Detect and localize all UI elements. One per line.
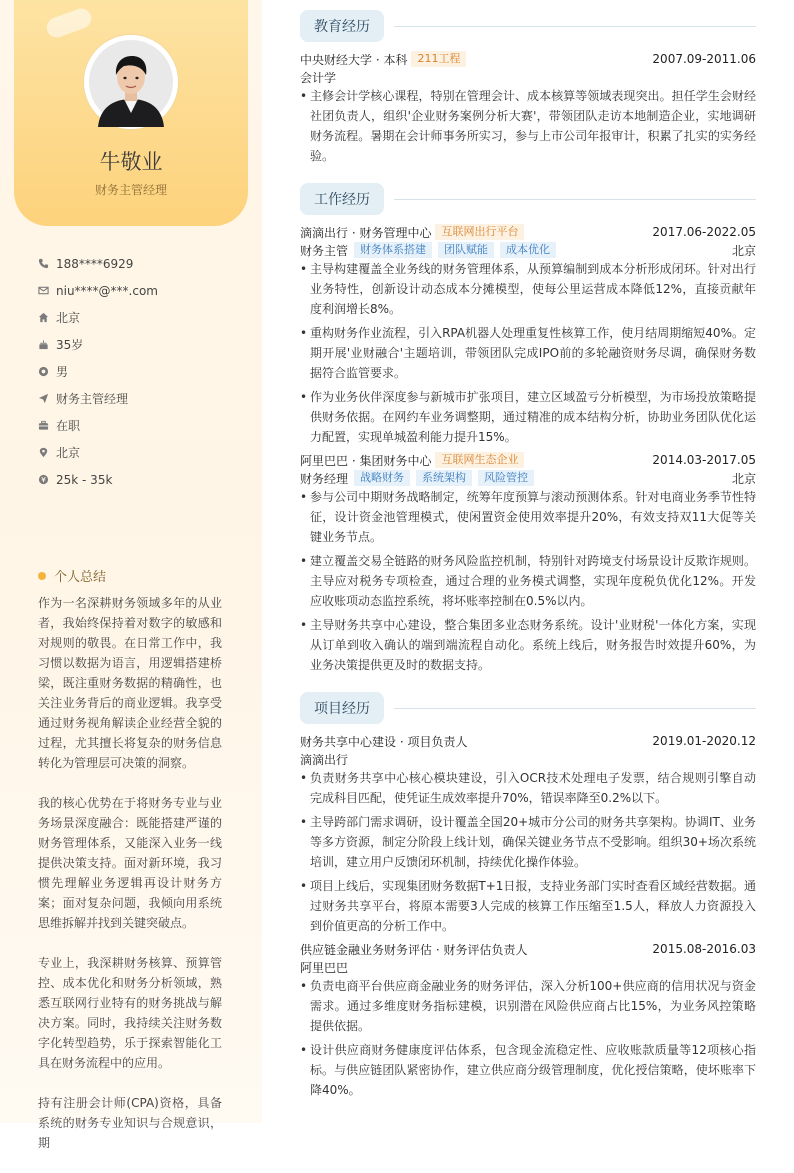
bullet-item: • 建立覆盖交易全链路的财务风险监控机制，特别针对跨境支付场景设计反欺诈规则。主导应对税务专项检查，通过合理的业务模式调整，实现年度税负优化12%。开发应收账项动态监控系统，将坏账率控制在0.5%以内。 (300, 551, 756, 611)
salary-icon (38, 474, 56, 485)
summary-paragraph: 持有注册会计师(CPA)资格，具备系统的财务专业知识与合规意识，期 (38, 1096, 222, 1150)
company-name: 阿里巴巴 · 集团财务中心 (300, 453, 432, 468)
info-text: 在职 (56, 419, 81, 433)
bullet-item: • 重构财务作业流程，引入RPA机器人处理重复性核算工作，使月结周期缩短40%。定期开展'业财融合'主题培训，带领团队完成IPO前的多轮融资财务尽调，确保财务数据符合监管要求。 (300, 323, 756, 383)
info-phone (38, 250, 238, 277)
info-location (38, 439, 238, 466)
skill-tag: 团队赋能 (438, 242, 494, 258)
job-date: 2017.06-2022.05 (652, 225, 756, 239)
info-hometown (38, 304, 238, 331)
project-org-row (300, 750, 756, 768)
bullet-item: • 负责电商平台供应商金融业务的财务评估，深入分析100+供应商的信用状况与资金需求。通过多维度财务指标建模，识别潜在风险供应商占比15%，为业务风控策略提供依据。 (300, 976, 756, 1036)
info-text: 男 (56, 365, 69, 379)
section-title: 教育经历 (300, 10, 384, 42)
job-role: 财务经理 (300, 471, 349, 486)
info-status (38, 412, 238, 439)
summary-heading-text: 个人总结 (54, 570, 107, 585)
school-tag: 211工程 (411, 51, 466, 67)
major: 会计学 (300, 70, 337, 85)
divider (394, 199, 756, 200)
summary-paragraph: 专业上，我深耕财务核算、预算管控、成本优化和财务分析领域，熟悉互联网行业特有的财务挑战与解决方案。同时，我持续关注财务数字化转型趋势，乐于探索智能化工具在财务流程中的应用。 (38, 956, 222, 1070)
summary-paragraph: 我的核心优势在于将财务专业与业务场景深度融合：既能搭建严谨的财务管理体系，又能深入业务一线提供决策支持。面对新环境，我习惯先理解业务逻辑再设计财务方案；面对复杂问题，我倾向用系统思维拆解并找到关键突破点。 (38, 796, 222, 930)
job-city: 北京 (731, 243, 756, 258)
project-bullets (300, 976, 756, 1104)
skill-tag: 系统架构 (416, 470, 472, 486)
school-name: 中央财经大学 · 本科 (300, 52, 408, 67)
mail-icon (38, 285, 56, 296)
education-major-row (300, 68, 756, 86)
info-position (38, 385, 238, 412)
summary-body (38, 593, 222, 1173)
divider (394, 708, 756, 709)
home-icon (38, 312, 56, 323)
info-text: 财务主管经理 (56, 392, 129, 406)
bullet-item: • 设计供应商财务健康度评估体系，包含现金流稳定性、应收账款质量等12项核心指标。与供应链团队紧密协作，建立供应商分级管理制度，优化授信策略，使坏账率下降40%。 (300, 1040, 756, 1100)
industry-tag: 互联网生态企业 (435, 452, 524, 468)
industry-tag: 互联网出行平台 (435, 224, 524, 240)
bullet-item: • 项目上线后，实现集团财务数据T+1日报，支持业务部门实时查看区域经营数据。通过财务共享平台，将原本需要3人完成的核算工作压缩至1.5人，释放人力资源投入到价值更高的分析工作中。 (300, 876, 756, 936)
project-header (300, 732, 756, 750)
project-date: 2015.08-2016.03 (652, 942, 756, 956)
project-org: 滴滴出行 (300, 752, 349, 767)
bullet-item: • 负责财务共享中心核心模块建设，引入OCR技术处理电子发票，结合规则引擎自动完成科目匹配，使凭证生成效率提升70%，错误率降至0.2%以下。 (300, 768, 756, 808)
candidate-title: 财务主管经理 (94, 183, 167, 197)
education-bullets (300, 86, 756, 170)
job-role: 财务主管 (300, 243, 349, 258)
education-header (300, 50, 756, 68)
job-date: 2014.03-2017.05 (652, 453, 756, 467)
job-role-row (300, 241, 756, 259)
education-date: 2007.09-2011.06 (652, 52, 756, 66)
skill-tag: 成本优化 (500, 242, 556, 258)
info-text: 188****6929 (56, 256, 134, 271)
info-text: 25k - 35k (56, 472, 113, 487)
section-title: 工作经历 (300, 183, 384, 215)
job-bullets (300, 487, 756, 679)
info-age (38, 331, 238, 358)
sidebar (0, 0, 262, 1150)
info-text: 35岁 (56, 338, 84, 352)
bullet-item: • 主导财务共享中心建设，整合集团多业态财务系统。设计'业财税'一体化方案，实现从订单到收入确认的端到端流程自动化。系统上线后，财务报告时效提升60%，为业务决策提供更及时的数据支持。 (300, 615, 756, 675)
job-header (300, 223, 756, 241)
divider (394, 26, 756, 27)
project-name: 财务共享中心建设 · 项目负责人 (300, 734, 468, 749)
job-header (300, 451, 756, 469)
contact-info-list (38, 250, 238, 493)
bullet-item: • 主修会计学核心课程，特别在管理会计、成本核算等领域表现突出。担任学生会财经社团负责人，组织'企业财务案例分析大赛'，带领团队走访本地制造企业，实地调研财务流程。暑期在会计师事务所实习，参与上市公司年报审计，积累了扎实的实务经验。 (300, 86, 756, 166)
company-name: 滴滴出行 · 财务管理中心 (300, 225, 432, 240)
info-text: 北京 (56, 446, 81, 460)
cake-icon (38, 339, 56, 350)
bullet-item: • 主导跨部门需求调研，设计覆盖全国20+城市分公司的财务共享架构。协调IT、业务等多方资源，制定分阶段上线计划，确保关键业务节点不受影响。组织30+场次系统培训，建立用户反馈闭环机制，持续优化操作体验。 (300, 812, 756, 872)
job-city: 北京 (731, 471, 756, 486)
info-text: niu****@***.com (56, 283, 158, 298)
project-org: 阿里巴巴 (300, 960, 349, 975)
avatar (84, 35, 178, 129)
summary-heading (38, 566, 106, 585)
info-salary (38, 466, 238, 493)
job-bullets (300, 259, 756, 451)
project-date: 2019.01-2020.12 (652, 734, 756, 748)
location-pin-icon (38, 447, 56, 458)
phone-icon (38, 258, 56, 269)
skill-tag: 风险管控 (478, 470, 534, 486)
info-email (38, 277, 238, 304)
project-bullets (300, 768, 756, 940)
gender-icon (38, 366, 56, 377)
info-text: 北京 (56, 311, 81, 325)
project-name: 供应链金融业务财务评估 · 财务评估负责人 (300, 942, 528, 957)
work-section-header (300, 183, 756, 215)
projects-section-header (300, 692, 756, 724)
bullet-item: • 参与公司中期财务战略制定，统筹年度预算与滚动预测体系。针对电商业务季节性特征，设计资金池管理模式，使闲置资金使用效率提升20%，有效支持双11大促等关键业务节点。 (300, 487, 756, 547)
project-header (300, 940, 756, 958)
bullet-dot-icon (38, 572, 46, 580)
skill-tag: 战略财务 (354, 470, 410, 486)
briefcase-icon (38, 420, 56, 431)
education-section-header (300, 10, 756, 42)
bullet-item: • 作为业务伙伴深度参与新城市扩张项目，建立区域盈亏分析模型，为市场投放策略提供财务依据。在网约车业务调整期，通过精准的成本结构分析，协助业务团队优化运力配置，实现单城盈利能力提升15%。 (300, 387, 756, 447)
skill-tag: 财务体系搭建 (354, 242, 432, 258)
candidate-name: 牛敬业 (99, 151, 163, 174)
bullet-item: • 主导构建覆盖全业务线的财务管理体系，从预算编制到成本分析形成闭环。针对出行业务特性，创新设计动态成本分摊模型，使每公里运营成本降低12%，直接贡献年度利润增长8%。 (300, 259, 756, 319)
info-gender (38, 358, 238, 385)
job-role-row (300, 469, 756, 487)
section-title: 项目经历 (300, 692, 384, 724)
project-org-row (300, 958, 756, 976)
send-icon (38, 393, 56, 404)
summary-paragraph: 作为一名深耕财务领域多年的从业者，我始终保持着对数字的敏感和对规则的敬畏。在日常工作中，我习惯以数据为语言，用逻辑搭建桥梁，既注重财务数据的精确性，也关注业务背后的商业逻辑。我享受通过财务视角解读企业经营全貌的过程，尤其擅长将复杂的财务信息转化为管理层可决策的洞察。 (38, 596, 222, 770)
